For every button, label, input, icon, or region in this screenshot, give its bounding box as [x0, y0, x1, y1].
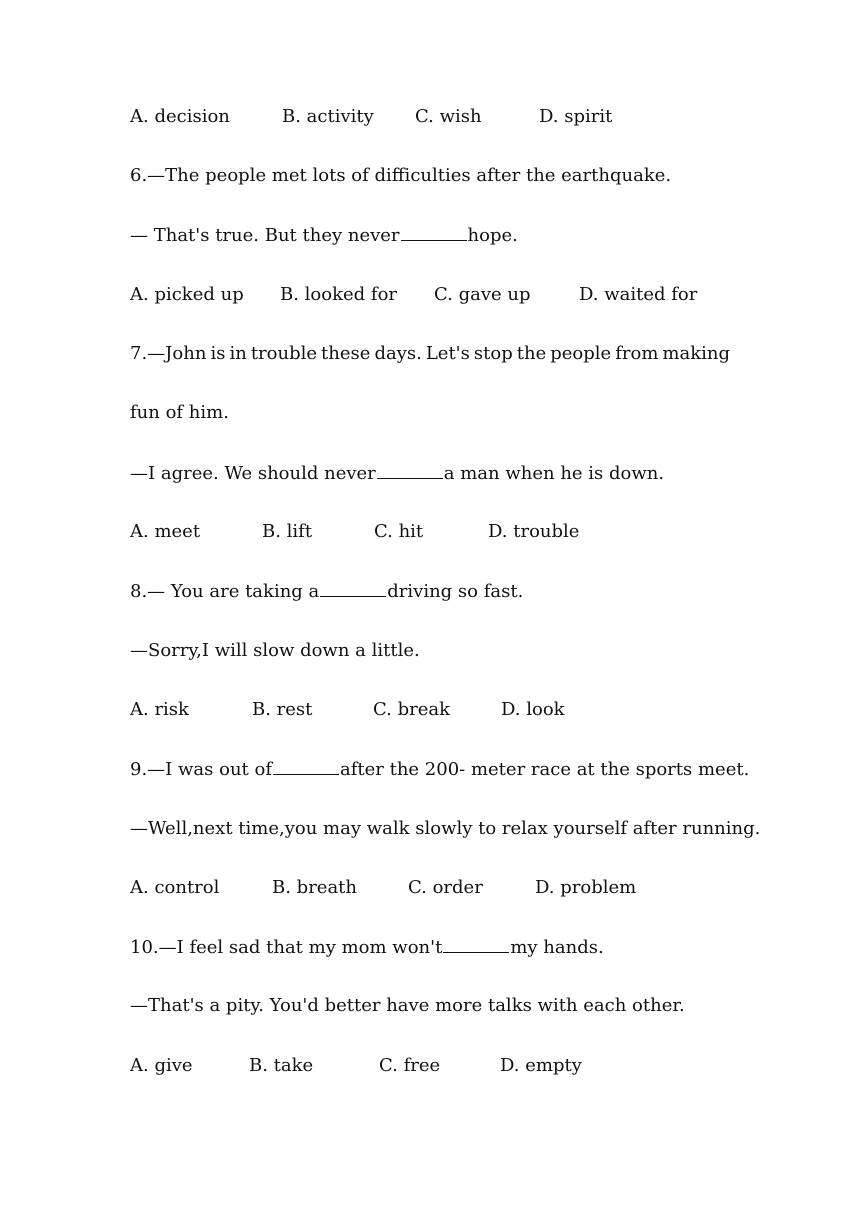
q6-prompt: 6.—The people met lots of difficulties after the earthquake. — [130, 165, 672, 186]
q10-option-a: A. give — [130, 1055, 193, 1076]
q6-option-d: D. waited for — [579, 284, 698, 305]
q8-prompt-after: driving so fast. — [387, 581, 524, 602]
q7-word: these — [321, 343, 371, 364]
q5-option-b: B. activity — [282, 106, 374, 127]
q7-word: trouble — [250, 343, 318, 364]
q10-option-d: D. empty — [500, 1055, 582, 1076]
q7-word: from — [615, 343, 659, 364]
q8-prompt-before: 8.— You are taking a — [130, 581, 320, 602]
q7-word: Let's — [425, 343, 470, 364]
q6-reply — [130, 222, 518, 248]
q9-prompt-before: 9.—I was out of — [130, 759, 272, 780]
q7-word: is — [210, 343, 226, 364]
q10-blank — [443, 934, 509, 953]
q9-blank — [273, 756, 339, 775]
q6-option-a: A. picked up — [130, 284, 244, 305]
q7-prompt — [130, 341, 730, 367]
q6-reply-after: hope. — [467, 225, 518, 246]
q7-option-d: D. trouble — [488, 521, 580, 542]
q6-blank — [401, 222, 467, 241]
q7-word: people — [550, 343, 612, 364]
q10-option-c: C. free — [379, 1055, 441, 1076]
q7-word: days. — [374, 343, 422, 364]
q8-prompt — [130, 578, 523, 604]
q6-option-c: C. gave up — [434, 284, 531, 305]
q10-prompt-after: my hands. — [510, 937, 604, 958]
q7-word: stop — [473, 343, 513, 364]
q8-option-c: C. break — [373, 699, 450, 720]
q5-option-c: C. wish — [415, 106, 482, 127]
q7-option-c: C. hit — [374, 521, 424, 542]
q9-option-b: B. breath — [272, 877, 358, 898]
q8-blank — [320, 578, 386, 597]
q9-option-c: C. order — [408, 877, 483, 898]
q9-prompt-after: after the 200- meter race at the sports meet. — [340, 759, 750, 780]
q6-reply-before: — That's true. But they never — [130, 225, 400, 246]
q7-reply-after: a man when he is down. — [443, 463, 665, 484]
q7-reply — [130, 460, 664, 486]
q7-word: in — [229, 343, 247, 364]
q10-prompt — [130, 934, 604, 960]
q9-prompt — [130, 756, 749, 782]
q7-option-a: A. meet — [130, 521, 201, 542]
q7-word: making — [662, 343, 730, 364]
q9-reply: —Well,next time,you may walk slowly to relax yourself after running. — [130, 818, 761, 839]
q5-option-d: D. spirit — [539, 106, 613, 127]
q7-prompt-line2: fun of him. — [130, 402, 229, 423]
q8-option-d: D. look — [501, 699, 565, 720]
q10-prompt-before: 10.—I feel sad that my mom won't — [130, 937, 443, 958]
q5-option-a: A. decision — [130, 106, 230, 127]
q7-reply-before: —I agree. We should never — [130, 463, 376, 484]
q7-option-b: B. lift — [262, 521, 313, 542]
q7-word: the — [516, 343, 547, 364]
q9-option-d: D. problem — [535, 877, 637, 898]
q10-option-b: B. take — [249, 1055, 314, 1076]
q10-reply: —That's a pity. You'd better have more talks with each other. — [130, 995, 685, 1016]
q9-option-a: A. control — [130, 877, 220, 898]
q8-reply: —Sorry,I will slow down a little. — [130, 640, 420, 661]
q6-option-b: B. looked for — [280, 284, 398, 305]
q8-option-a: A. risk — [130, 699, 189, 720]
q8-option-b: B. rest — [252, 699, 313, 720]
q7-word: 7.—John — [130, 343, 207, 364]
q7-blank — [377, 460, 443, 479]
